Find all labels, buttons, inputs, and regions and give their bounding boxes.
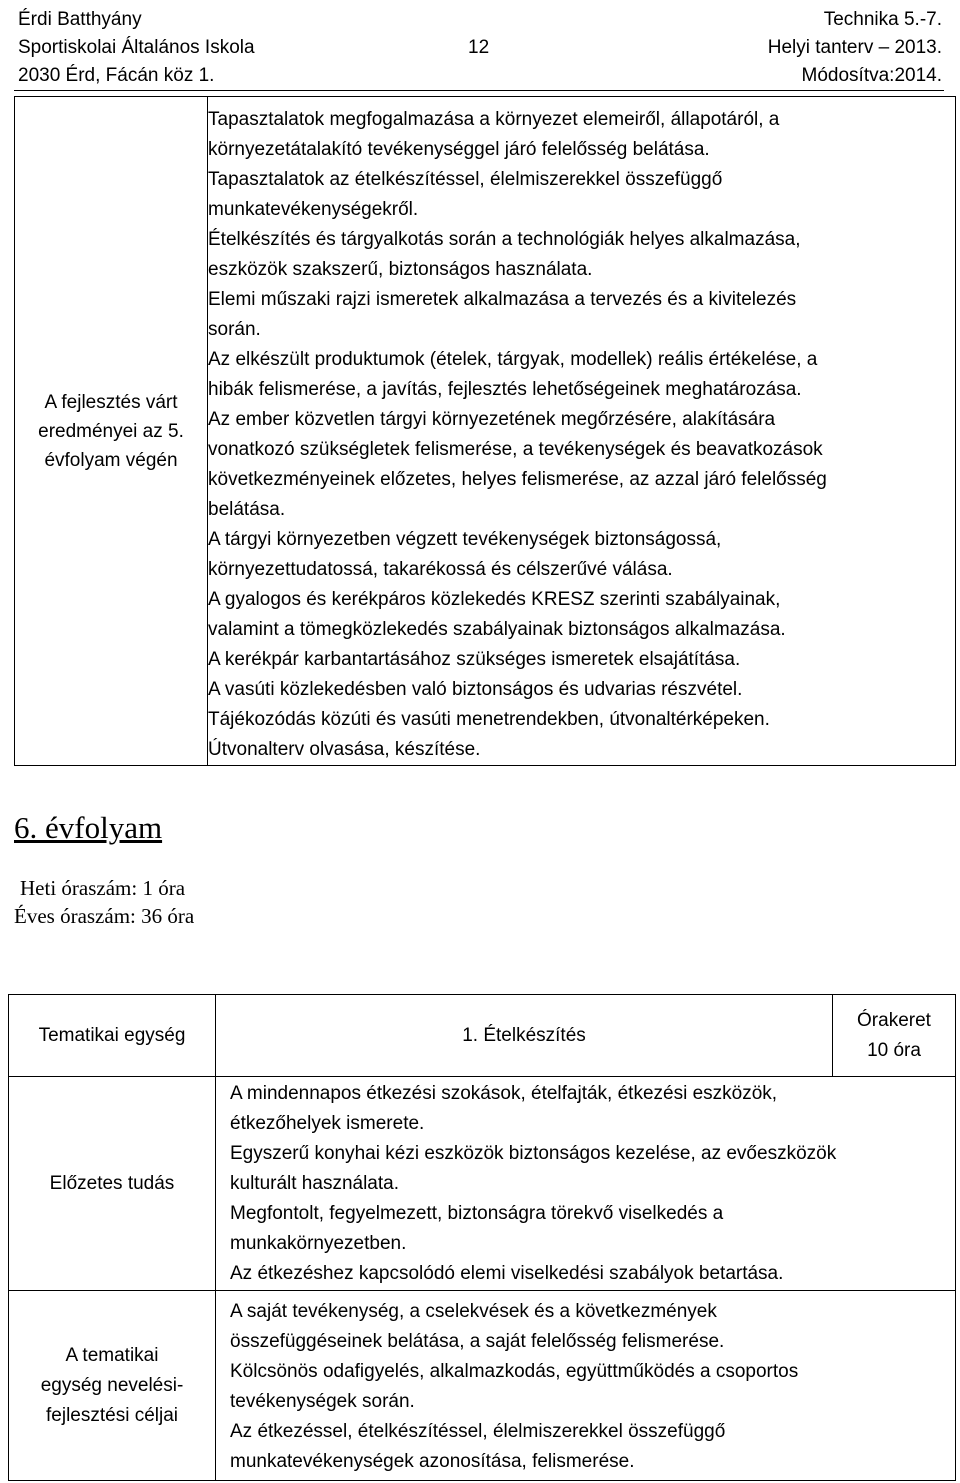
curriculum-label: Helyi tanterv – 2013. (767, 37, 942, 58)
prior-line: kulturált használata. (230, 1173, 399, 1194)
results-line: hibák felismerése, a javítás, fejlesztés lehetőségeinek meghatározása. (208, 379, 802, 400)
goals-line: munkatevékenységek azonosítása, felismerése. (230, 1451, 635, 1472)
goals-label-line: A tematikai (65, 1344, 159, 1366)
results-line: eszközök szakszerű, biztonságos használata. (208, 259, 593, 280)
unit-label-cell (9, 995, 216, 1077)
results-line: következményeinek előzetes, helyes felismerése, az azzal járó felelősség (208, 469, 827, 490)
yearly-hours: Éves óraszám: 36 óra (14, 904, 195, 928)
results-line: során. (208, 319, 261, 340)
results-line: Tapasztalatok megfogalmazása a környezet elemeiről, állapotáról, a (208, 109, 780, 130)
school-name-line2: Sportiskolai Általános Iskola (18, 37, 255, 58)
results-line: Útvonalterv olvasása, készítése. (208, 739, 481, 760)
unit-title: 1. Ételkészítés (462, 1024, 586, 1046)
school-name-line1: Érdi Batthyány (18, 9, 142, 30)
prior-line: étkezőhelyek ismerete. (230, 1113, 425, 1134)
results-line: Tájékozódás közúti és vasúti menetrendekben, útvonaltérképeken. (208, 709, 770, 730)
results-label-line: évfolyam végén (44, 449, 178, 471)
results-line: Tapasztalatok az ételkészítéssel, élelmiszerekkel összefüggő (208, 169, 723, 190)
prior-line: Megfontolt, fegyelmezett, biztonságra törekvő viselkedés a (230, 1203, 724, 1224)
header-divider (14, 90, 944, 91)
prior-line: Az étkezéshez kapcsolódó elemi viselkedési szabályok betartása. (230, 1263, 784, 1284)
results-label-line: eredményei az 5. (38, 420, 184, 442)
results-content-cell (208, 97, 956, 766)
prior-line: Egyszerű konyhai kézi eszközök biztonságos kezelése, az evőeszközök (230, 1143, 837, 1164)
modified-label: Módosítva:2014. (801, 65, 942, 86)
prior-content-cell (216, 1077, 956, 1291)
grade-heading: 6. évfolyam (14, 810, 163, 845)
goals-line: tevékenységek során. (230, 1391, 415, 1412)
school-address: 2030 Érd, Fácán köz 1. (18, 65, 215, 86)
goals-label-line: egység nevelési- (40, 1374, 184, 1396)
results-line: környezetátalakító tevékenységgel járó felelősség belátása. (208, 139, 710, 160)
prior-line: A mindennapos étkezési szokások, ételfajták, étkezési eszközök, (230, 1083, 778, 1104)
goals-line: A saját tevékenység, a cselekvések és a következmények (230, 1301, 717, 1322)
goals-label-line: fejlesztési céljai (46, 1404, 178, 1426)
goals-label-cell (9, 1291, 216, 1481)
hours-value: 10 óra (867, 1039, 921, 1061)
page-number: 12 (468, 37, 490, 58)
hours-label: Órakeret (857, 1009, 931, 1031)
results-line: Ételkészítés és tárgyalkotás során a technológiák helyes alkalmazása, (208, 229, 801, 250)
unit-title-cell (216, 995, 833, 1077)
results-line: A vasúti közlekedésben való biztonságos és udvarias részvétel. (208, 679, 743, 700)
unit-hours-cell (833, 995, 956, 1077)
prior-label-cell (9, 1077, 216, 1291)
results-label-line: A fejlesztés várt (44, 391, 178, 413)
results-line: belátása. (208, 499, 286, 520)
goals-line: Az étkezéssel, ételkészítéssel, élelmiszerekkel összefüggő (230, 1421, 726, 1442)
results-line: A kerékpár karbantartásához szükséges ismeretek elsajátítása. (208, 649, 741, 670)
goals-line: összefüggéseinek belátása, a saját felelősség felismerése. (230, 1331, 725, 1352)
results-line: valamint a tömegközlekedés szabályainak biztonságos alkalmazása. (208, 619, 786, 640)
prior-line: munkakörnyezetben. (230, 1233, 407, 1254)
results-line: munkatevékenységekről. (208, 199, 419, 220)
goals-content-cell (216, 1291, 956, 1481)
results-table (14, 96, 956, 766)
unit-table (8, 994, 956, 1481)
unit-label: Tematikai egység (38, 1024, 186, 1046)
prior-label: Előzetes tudás (49, 1172, 175, 1194)
subject-label: Technika 5.-7. (823, 9, 942, 30)
results-line: Az elkészült produktumok (ételek, tárgyak, modellek) reális értékelése, a (208, 349, 818, 370)
results-line: A gyalogos és kerékpáros közlekedés KRESZ szerinti szabályainak, (208, 589, 781, 610)
results-line: Az ember közvetlen tárgyi környezetének megőrzésére, alakítására (208, 409, 776, 430)
results-line: A tárgyi környezetben végzett tevékenységek biztonságossá, (208, 529, 722, 550)
results-line: vonatkozó szükségletek felismerése, a tevékenységek és beavatkozások (208, 439, 823, 460)
results-line: környezettudatossá, takarékossá és célszerűvé válása. (208, 559, 673, 580)
results-label-cell (15, 97, 208, 766)
weekly-hours: Heti óraszám: 1 óra (20, 876, 186, 900)
results-line: Elemi műszaki rajzi ismeretek alkalmazása a tervezés és a kivitelezés (208, 289, 797, 310)
goals-line: Kölcsönös odafigyelés, alkalmazkodás, együttműködés a csoportos (230, 1361, 799, 1382)
